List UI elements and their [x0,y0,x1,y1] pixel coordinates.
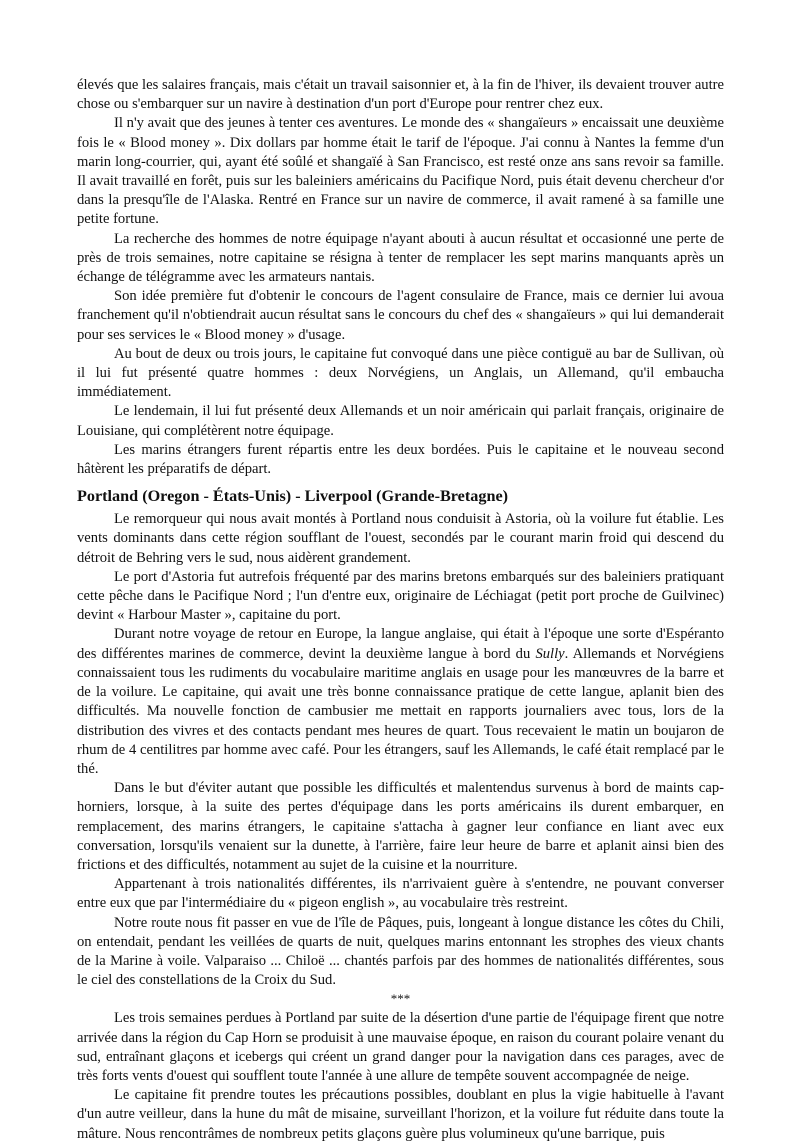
paragraph: Il n'y avait que des jeunes à tenter ces aventures. Le monde des « shangaïeurs » encaissait une deuxième fois le « Blood money ». Dix dollars par homme était le tarif de l'époque. J'ai connu à Nantes la femme d'un marin long-courrier, qui, ayant été soûlé et shangaïé à San Francisco, est resté onze ans sans revoir sa famille. Il avait travaillé en forêt, puis sur les baleiniers américains du Pacifique Nord, puis était devenu chercheur d'or dans la presqu'île de l'Alaska. Rentré en France sur un navire de commerce, il avait ramené à sa famille une petite fortune. [77,115,724,228]
paragraph: Le lendemain, il lui fut présenté deux Allemands et un noir américain qui parlait français, originaire de Louisiane, qui complétèrent notre équipage. [77,403,724,439]
ship-name: Sully [535,645,565,662]
paragraph: Notre route nous fit passer en vue de l'île de Pâques, puis, longeant à longue distance les côtes du Chili, on entendait, pendant les veillées de quarts de nuit, quelques marins entonnant les strophes des vieux chants de la Marine à voile. Valparaiso ... Chiloë ... chantés parfois par des hommes de nationalités différentes, sous le ciel des constellations de la Croix du Sud. [77,914,724,989]
section-heading: Portland (Oregon - États-Unis) - Liverpool (Grande-Bretagne) [77,487,509,506]
paragraph: Les marins étrangers furent répartis entre les deux bordées. Puis le capitaine et le nouveau second hâtèrent les préparatifs de départ. [77,441,724,478]
document-page [77,76,724,1144]
paragraph: Au bout de deux ou trois jours, le capitaine fut convoqué dans une pièce contiguë au bar de Sullivan, où il lui fut présenté quatre hommes : deux Norvégiens, un Anglais, un Allemand, qu'il embaucha immédiatement. [77,345,724,401]
paragraph: élevés que les salaires français, mais c'était un travail saisonnier et, à la fin de l'hiver, ils devaient trouver autre chose ou s'embarquer sur un navire à destination d'un port d'Europe pour rentrer chez eux. [77,77,724,113]
paragraph [77,625,724,779]
paragraph-text: Durant notre voyage de retour en Europe, la langue anglaise, qui était à l'époque une sorte d'Espéranto des différentes marines de commerce, devint la deuxième langue à bord du [77,626,724,662]
section-separator: *** [390,991,411,1007]
paragraph: Le capitaine fit prendre toutes les précautions possibles, doublant en plus la vigie habituelle à l'avant d'un autre veilleur, dans la hune du mât de misaine, surveillant l'horizon, et la voilure fut réduite dans toute la mâture. Nous rencontrâmes de nombreux petits glaçons guère plus volumineux qu'une barrique, puis [77,1087,724,1142]
paragraph: Les trois semaines perdues à Portland par suite de la désertion d'une partie de l'équipage firent que notre arrivée dans la région du Cap Horn se produisit à une mauvaise époque, en raison du courant polaire venant du sud, entraînant glaçons et icebergs qui créent un grand danger pour la navigation dans ces parages, avec de très forts vents d'ouest qui soufflent toute l'année à une allure de tempête souvent accompagnée de neige. [77,1010,724,1084]
paragraph: Son idée première fut d'obtenir le concours de l'agent consulaire de France, mais ce dernier lui avoua franchement qu'il n'obtiendrait aucun résultat sans le concours du chef des « shangaïeurs » qui lui demanderait pour ses services le « Blood money » d'usage. [77,288,724,343]
paragraph: Dans le but d'éviter autant que possible les difficultés et malentendus survenus à bord de maints cap-horniers, lorsque, à la suite des pertes d'équipage dans les ports américains ils durent embarquer, en remplacement, des marins étrangers, le capitaine s'attacha à gagner leur confiance en liant avec eux conversation, lorsqu'ils venaient sur la dunette, à l'arrière, faire leur heure de barre et aplanit ainsi bien des frictions et des difficultés, notamment au sujet de la cuisine et la nourriture. [77,780,724,873]
paragraph: Appartenant à trois nationalités différentes, ils n'arrivaient guère à s'entendre, ne pouvant converser entre eux que par l'intermédiaire du « pigeon english », au vocabulaire très restreint. [77,876,724,912]
paragraph: Le port d'Astoria fut autrefois fréquenté par des marins bretons embarqués sur des baleiniers pratiquant cette pêche dans le Pacifique Nord ; l'un d'entre eux, originaire de Léchiagat (petit port proche de Guilvinec) devint « Harbour Master », capitaine du port. [77,568,724,624]
paragraph-text: . Allemands et Norvégiens connaissaient tous les rudiments du vocabulaire maritime anglais en usage pour les manœuvres de la barre et de la voilure. Le capitaine, qui avait une très bonne connaissance pratique de cette langue, aplanit bien des difficultés. Ma nouvelle fonction de cambusier me mettait en rapports journaliers avec tous, lors de la distribution des vivres et des contacts pendant mes heures de quart. Tous recevaient le matin un boujaron de rhum de 4 centilitres par homme avec café. Pour les étrangers, sauf les Allemands, le café était remplacé par le thé. [77,645,725,777]
paragraph: La recherche des hommes de notre équipage n'ayant abouti à aucun résultat et occasionné une perte de près de trois semaines, notre capitaine se résigna à tenter de remplacer les sept marins manquants après un échange de télégramme avec les armateurs nantais. [77,230,724,286]
paragraph: Le remorqueur qui nous avait montés à Portland nous conduisit à Astoria, où la voilure fut établie. Les vents dominants dans cette région soufflant de l'ouest, secondés par le courant marin froid qui descend du détroit de Behring vers le sud, nous aidèrent grandement. [77,511,724,566]
